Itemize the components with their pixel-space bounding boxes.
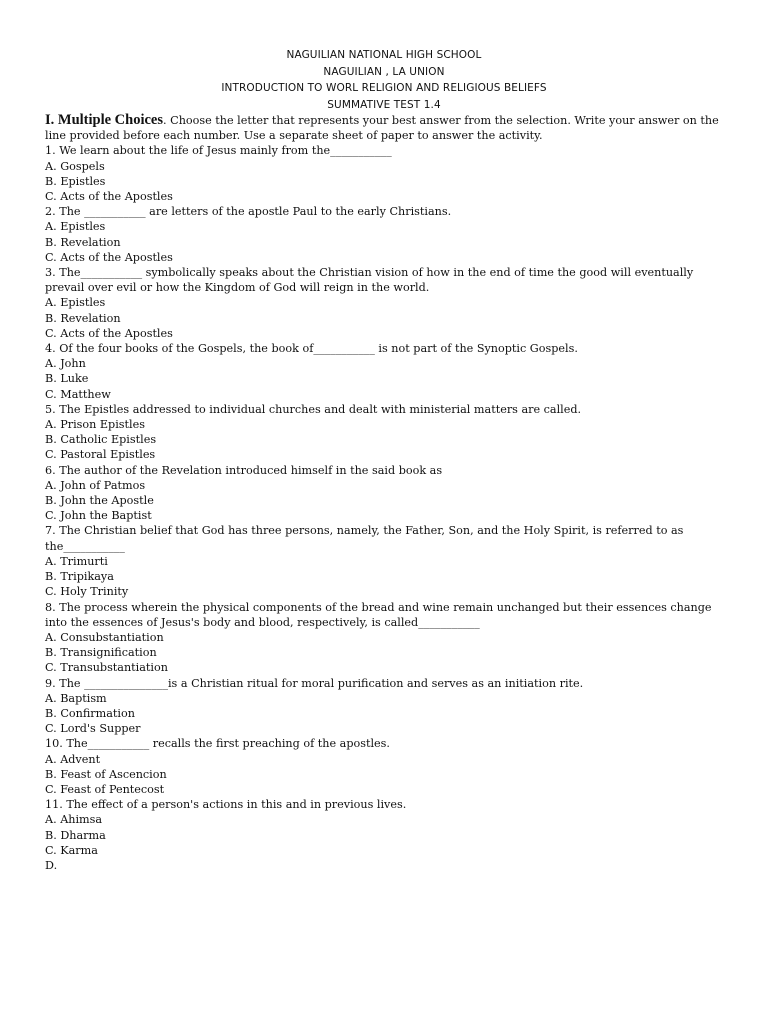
answer-choice: C. Pastoral Epistles [45, 448, 156, 462]
school-location: NAGUILIAN , LA UNION [323, 65, 445, 78]
section-intro [45, 113, 735, 143]
question-text: 9. The _______________is a Christian ritual for moral purification and serves as an initiation rite. [45, 676, 584, 690]
answer-choice: C. Acts of the Apostles [45, 190, 173, 204]
test-content [45, 113, 735, 873]
answer-choice: C. Karma [45, 843, 98, 857]
answer-choice: A. Ahimsa [45, 813, 103, 827]
document-header [0, 47, 768, 113]
answer-choice: A. Advent [45, 752, 101, 766]
question-text: 6. The author of the Revelation introduced himself in the said book as [45, 463, 443, 477]
answer-choice: B. Dharma [45, 828, 106, 842]
answer-choice: B. Confirmation [45, 706, 135, 720]
question-item [45, 797, 735, 873]
question-item [45, 204, 735, 265]
answer-choice: A. Gospels [45, 159, 105, 173]
question-text: 5. The Epistles addressed to individual churches and dealt with ministerial matters are called. [45, 402, 582, 416]
course-title: INTRODUCTION TO WORL RELIGION AND RELIGIOUS BELIEFS [221, 82, 547, 95]
test-title: SUMMATIVE TEST 1.4 [327, 98, 441, 111]
answer-choice: B. Catholic Epistles [45, 433, 157, 447]
question-text: 11. The effect of a person's actions in this and in previous lives. [45, 798, 407, 812]
answer-choice: C. Lord's Supper [45, 722, 141, 736]
answer-choice: B. Revelation [45, 235, 121, 249]
answer-choice: C. Acts of the Apostles [45, 250, 173, 264]
answer-choice: B. Revelation [45, 311, 121, 325]
answer-choice: C. Transubstantiation [45, 661, 168, 675]
answer-choice: B. Transignification [45, 646, 157, 660]
answer-choice: B. John the Apostle [45, 494, 154, 508]
answer-choice: A. John [45, 357, 86, 371]
question-item [45, 341, 735, 402]
answer-choice: B. Epistles [45, 174, 106, 188]
question-text: 4. Of the four books of the Gospels, the book of___________ is not part of the Synoptic Gospels. [45, 342, 578, 356]
answer-choice: A. Prison Epistles [45, 418, 145, 432]
answer-choice: C. Holy Trinity [45, 585, 129, 599]
answer-choice: A. John of Patmos [45, 478, 146, 492]
question-text: 10. The___________ recalls the first preaching of the apostles. [45, 737, 390, 751]
answer-choice: C. Feast of Pentecost [45, 782, 165, 796]
question-text: 7. The Christian belief that God has three persons, namely, the Father, Son, and the Holy Spirit, is referred to as the___________ [45, 524, 687, 553]
answer-choice: C. Matthew [45, 387, 111, 401]
question-item [45, 600, 735, 676]
answer-choice: A. Trimurti [45, 554, 108, 568]
question-item [45, 402, 735, 463]
answer-choice: C. John the Baptist [45, 509, 152, 523]
question-text: 2. The ___________ are letters of the apostle Paul to the early Christians. [45, 205, 452, 219]
question-text: 3. The___________ symbolically speaks about the Christian vision of how in the end of time the good will eventually prevail over evil or how the Kingdom of God will reign in the world. [45, 266, 697, 295]
school-name: NAGUILIAN NATIONAL HIGH SCHOOL [286, 49, 482, 61]
question-item [45, 736, 735, 797]
answer-choice: B. Luke [45, 372, 89, 386]
question-item [45, 265, 735, 341]
question-item [45, 463, 735, 524]
question-item [45, 676, 735, 737]
answer-choice: B. Tripikaya [45, 570, 114, 584]
section-instructions: . Choose the letter that represents your best answer from the selection. Write your answer on the line provided before each number. Use a separate sheet of paper to answer the activity. [45, 114, 719, 143]
answer-choice: A. Epistles [45, 220, 106, 234]
answer-choice: A. Baptism [45, 691, 107, 705]
answer-choice: A. Consubstantiation [45, 630, 164, 644]
question-item [45, 523, 735, 599]
answer-choice: B. Feast of Ascencion [45, 767, 167, 781]
question-text: 1. We learn about the life of Jesus mainly from the___________ [45, 144, 392, 158]
answer-choice: A. Epistles [45, 296, 106, 310]
answer-choice: D. [45, 858, 58, 872]
section-label: I. Multiple Choices [45, 112, 164, 128]
answer-choice: C. Acts of the Apostles [45, 326, 173, 340]
question-list [45, 143, 735, 873]
question-item [45, 143, 735, 204]
question-text: 8. The process wherein the physical components of the bread and wine remain unchanged but their essences change into the essences of Jesus's body and blood, respectively, is called___________ [45, 600, 716, 629]
